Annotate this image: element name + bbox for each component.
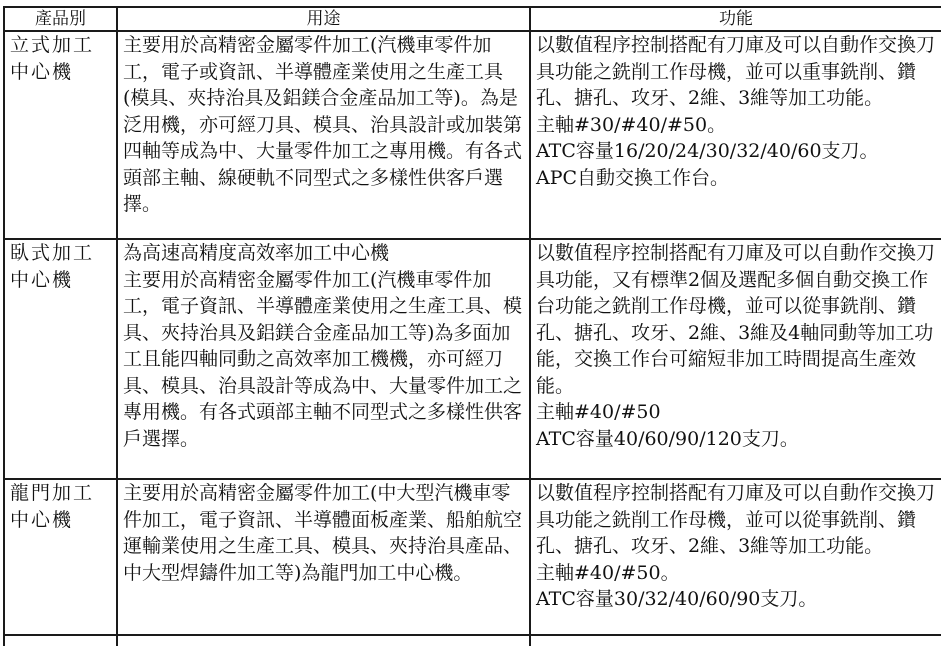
atc-capacity: ATC容量40/60/90/120支刀。 bbox=[536, 427, 799, 450]
apc-spec: APC自動交換工作台。 bbox=[536, 166, 730, 189]
product-name-line: 立式加工 bbox=[10, 34, 95, 56]
product-name-line: 中心機 bbox=[10, 508, 74, 531]
product-name-cell bbox=[4, 479, 117, 635]
product-spec-table bbox=[3, 6, 941, 646]
table-row-horizontal-machining-center bbox=[4, 239, 941, 479]
header-function: 功能 bbox=[530, 7, 941, 31]
product-name-line: 臥式加工 bbox=[10, 242, 95, 264]
header-product: 產品別 bbox=[4, 7, 117, 31]
product-name-cell bbox=[4, 31, 117, 239]
spindle-spec: 主軸#40/#50。 bbox=[536, 561, 680, 584]
table-row-truncated bbox=[4, 635, 941, 646]
atc-capacity: ATC容量16/20/24/30/32/40/60支刀。 bbox=[536, 140, 879, 162]
product-name-line: 中心機 bbox=[10, 60, 74, 83]
product-name-line: 中心機 bbox=[10, 268, 74, 291]
table-row-gantry-machining-center bbox=[4, 479, 941, 635]
usage-cell bbox=[117, 239, 530, 479]
header-usage: 用途 bbox=[117, 7, 530, 31]
empty-cell bbox=[530, 635, 941, 646]
function-cell bbox=[530, 479, 941, 635]
usage-text: 主要用於高精密金屬零件加工(中大型汽機車零件加工，電子資訊、半導體面板產業、船舶航空運輸業使用之生產工具、模具、夾持治具產品、中大型焊鑄件加工等)為龍門加工中心機。 bbox=[123, 482, 523, 584]
usage-cell bbox=[117, 479, 530, 635]
function-text: 以數值程序控制搭配有刀庫及可以自動作交換刀具功能，又有標準2個及選配多個自動交換工作台功能之銑削工作母機，並可以從事銑削、鑽孔、搪孔、攻牙、2維、3維及4軸同動等加工功能，交換工作台可縮短非加工時間提高生產效能。 bbox=[536, 242, 936, 397]
function-text: 以數值程序控制搭配有刀庫及可以自動作交換刀具功能之銑削工作母機，並可以重事銑削、鑽孔、搪孔、攻牙、2維、3維等加工功能。 bbox=[536, 34, 936, 109]
usage-cell bbox=[117, 31, 530, 239]
spindle-spec: 主軸#40/#50 bbox=[536, 401, 661, 423]
usage-text: 主要用於高精密金屬零件加工(汽機車零件加工，電子資訊、半導體產業使用之生產工具、模具、夾持治具及鋁鎂合金產品加工等)為多面加工且能四軸同動之高效率加工機機，亦可經刀具、模具、治具設計等成為中、大量零件加工之專用機。有各式頭部主軸不同型式之多樣性供客戶選擇。 bbox=[123, 268, 523, 450]
product-name-cell bbox=[4, 239, 117, 479]
atc-capacity: ATC容量30/32/40/60/90支刀。 bbox=[536, 588, 818, 610]
function-cell bbox=[530, 31, 941, 239]
table-header-row bbox=[4, 7, 941, 31]
usage-text: 主要用於高精密金屬零件加工(汽機車零件加工，電子或資訊、半導體產業使用之生產工具(模具、夾持治具及鋁鎂合金產品加工等)。為是泛用機，亦可經刀具、模具、治具設計或加裝第四軸等成為中、大量零件加工之專用機。有各式頭部主軸、線硬軌不同型式之多樣性供客戶選擇。 bbox=[123, 34, 523, 215]
function-text: 以數值程序控制搭配有刀庫及可以自動作交換刀具功能之銑削工作母機，並可以從事銑削、鑽孔、搪孔、攻牙、2維、3維等加工功能。 bbox=[536, 482, 936, 557]
empty-cell bbox=[4, 635, 117, 646]
function-cell bbox=[530, 239, 941, 479]
table-row-vertical-machining-center bbox=[4, 31, 941, 239]
product-name-line: 龍門加工 bbox=[10, 482, 95, 504]
usage-headline: 為高速高精度高效率加工中心機 bbox=[123, 242, 390, 264]
document-page bbox=[3, 6, 941, 646]
spindle-spec: 主軸#30/#40/#50。 bbox=[536, 113, 727, 136]
empty-cell bbox=[117, 635, 530, 646]
